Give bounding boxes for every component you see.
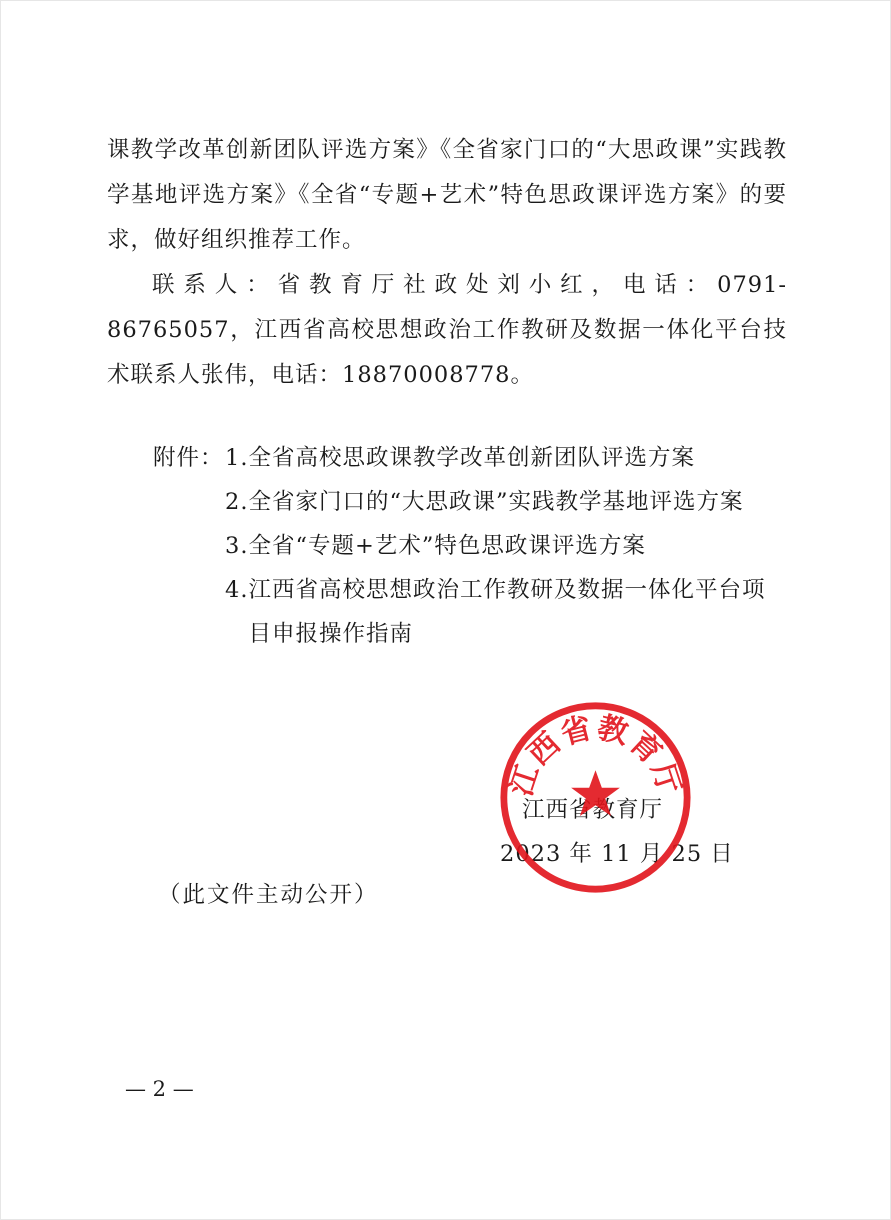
- attachment-title: 江西省高校思想政治工作教研及数据一体化平台项目申报操作指南: [248, 577, 766, 647]
- page-number: — 2 —: [125, 1077, 194, 1101]
- public-disclosure-note: （此文件主动公开）: [158, 882, 379, 908]
- attachment-title: 全省高校思政课教学改革创新团队评选方案: [248, 445, 695, 471]
- attachments-list: [153, 436, 793, 656]
- attachment-title: 全省家门口的“大思政课”实践教学基地评选方案: [248, 489, 744, 515]
- attachment-item: [153, 480, 793, 524]
- attachment-number: 2.: [225, 489, 249, 515]
- seal-text: 江西省教育厅: [503, 710, 688, 801]
- signing-date: 2023 年 11 月 25 日: [500, 841, 734, 867]
- attachment-item: [153, 436, 793, 480]
- paragraph-contacts: 联系人：省教育厅社政处刘小红，电话：0791-86765057，江西省高校思想政治工作教研及数据一体化平台技术联系人张伟，电话：18870008778。: [107, 272, 787, 388]
- paragraph-requirements: 课教学改革创新团队评选方案》《全省家门口的“大思政课”实践教学基地评选方案》《全省“专题+艺术”特色思政课评选方案》的要求，做好组织推荐工作。: [107, 137, 787, 253]
- attachment-number: 3.: [225, 533, 249, 559]
- attachment-item: [153, 524, 793, 568]
- official-seal: [498, 700, 693, 895]
- attachment-number: 4.: [225, 577, 249, 603]
- signing-organization: 江西省教育厅: [522, 797, 664, 823]
- attachment-number: 1.: [225, 445, 249, 471]
- seal-star-icon: [571, 770, 620, 816]
- attachment-title: 全省“专题+艺术”特色思政课评选方案: [248, 533, 646, 559]
- document-body: [107, 128, 787, 398]
- attachments-label: 附件：: [153, 445, 224, 471]
- attachment-item: [153, 568, 793, 656]
